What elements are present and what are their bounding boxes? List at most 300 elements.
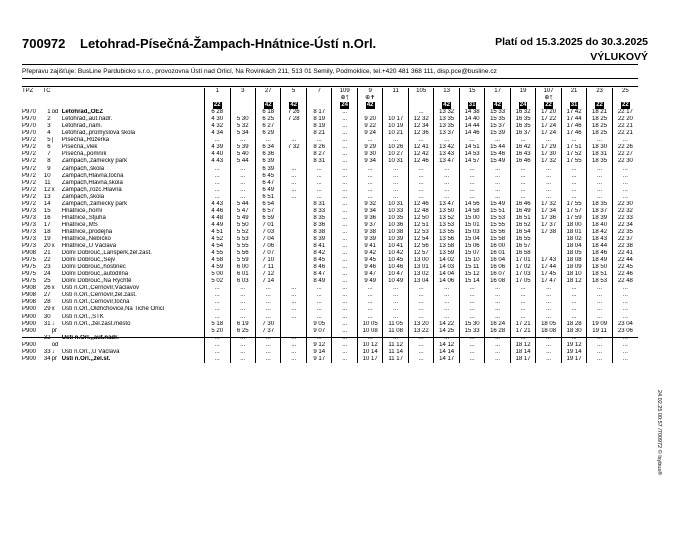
stop-tpz: P908	[22, 285, 37, 292]
departure-time: ...	[205, 356, 230, 363]
departure-time: ...	[510, 292, 535, 299]
departure-time: 4 39	[205, 144, 230, 151]
stop-row	[22, 285, 638, 292]
stop-number: 28	[43, 299, 51, 306]
departure-time: 4 43	[205, 158, 230, 165]
departure-time: 5 52	[230, 229, 255, 236]
vehicle-badge: 31	[468, 102, 476, 109]
departure-time: 18 10	[561, 271, 586, 278]
trip-badge-cell	[536, 102, 561, 109]
trip-number: 15	[459, 88, 484, 95]
stop-row	[22, 109, 638, 116]
trip-number: 27	[256, 88, 281, 95]
departure-time	[281, 201, 306, 208]
departure-time: 10 47	[383, 271, 408, 278]
departure-time: 10 26	[383, 144, 408, 151]
trip-badge-cell	[459, 102, 484, 109]
departure-time: 22 26	[612, 144, 638, 151]
trip-number: 13	[434, 88, 459, 95]
departure-time: ...	[536, 335, 561, 342]
stop-number: 7	[47, 151, 51, 158]
departure-time: ...	[281, 299, 306, 306]
departure-time: ...	[587, 349, 612, 356]
departure-time: ...	[434, 299, 459, 306]
departure-time: ...	[306, 335, 331, 342]
departure-time: ...	[408, 173, 433, 180]
departure-time: ...	[510, 194, 535, 201]
departure-time: 9 37	[357, 222, 382, 229]
departure-time: 14 38	[459, 109, 484, 116]
departure-time: 7 03	[256, 229, 281, 236]
stop-number: 12	[43, 186, 51, 193]
vehicle-badge: 22	[213, 102, 221, 109]
stop-note	[52, 278, 62, 285]
departure-time: 5 56	[230, 250, 255, 257]
stop-name: Ústí n.Orl.,Černovír,žel.zast.	[61, 292, 137, 299]
departure-time: 16 51	[510, 215, 535, 222]
departure-time: 6 01	[230, 271, 255, 278]
stop-note	[52, 194, 62, 201]
blank-cell	[52, 102, 62, 109]
departure-time: 6 25	[230, 328, 255, 335]
blank-cell	[52, 95, 62, 102]
vehicle-badge: 42	[264, 102, 272, 109]
stop-tpz: P975	[22, 271, 37, 278]
stop-number	[42, 342, 51, 349]
departure-time: 15 33	[485, 109, 510, 116]
departure-time: 14 12	[434, 342, 459, 349]
departure-time: 8 27	[306, 151, 331, 158]
departure-time: ...	[561, 194, 586, 201]
departure-time: ...	[612, 166, 638, 173]
departure-time: ...	[587, 356, 612, 363]
departure-time: 10 12	[357, 342, 382, 349]
departure-time: ...	[536, 306, 561, 313]
departure-time: ...	[230, 314, 255, 321]
vehicle-badge: 24	[519, 102, 527, 109]
departure-time: ...	[332, 314, 357, 321]
stop-number: 10	[43, 172, 51, 179]
trip-mark	[612, 95, 638, 102]
departure-time: 15 58	[485, 236, 510, 243]
stop-name: Hnátnice,,horní	[61, 207, 103, 214]
departure-time: ...	[332, 166, 357, 173]
departure-time: ...	[561, 180, 586, 187]
departure-time: ...	[510, 173, 535, 180]
stop-name: Ústí n.Orl.,,žel.zast.město	[61, 320, 131, 327]
departure-time: 14 56	[459, 201, 484, 208]
departure-time: 5 44	[230, 158, 255, 165]
stop-name: Ústí n.Orl.,,aut.nádr.	[61, 334, 119, 341]
departure-time: 13 47	[434, 158, 459, 165]
departure-time: ...	[332, 201, 357, 208]
departure-time: 5 00	[205, 271, 230, 278]
stop-note	[52, 166, 62, 173]
departure-time: 7 12	[256, 271, 281, 278]
vehicle-badge: 22	[545, 102, 552, 109]
stop-row	[22, 229, 638, 236]
departure-time: 17 55	[561, 158, 586, 165]
stop-note	[52, 151, 62, 158]
departure-time: 17 46	[561, 130, 586, 137]
departure-time: 14 58	[459, 208, 484, 215]
stop-note	[52, 130, 62, 137]
stop-name: Dolní Dobrouč,,hostinec	[61, 264, 126, 271]
stop-number: 24	[43, 271, 51, 278]
departure-time: 19 12	[561, 342, 586, 349]
blank-cell	[42, 95, 51, 102]
departure-time: 22 38	[612, 243, 638, 250]
departure-time: ...	[383, 306, 408, 313]
stop-tpz: P972	[22, 172, 37, 179]
stop-tpz	[22, 335, 42, 342]
departure-time: 11 17	[383, 356, 408, 363]
departure-time: ...	[332, 215, 357, 222]
departure-time: ...	[281, 180, 306, 187]
departure-time: 18 37	[587, 208, 612, 215]
departure-time: ...	[281, 187, 306, 194]
departure-time: 17 37	[536, 222, 561, 229]
departure-time: ...	[230, 349, 255, 356]
stop-row	[22, 137, 638, 144]
departure-time: 16 37	[510, 130, 535, 137]
departure-time: 18 31	[587, 151, 612, 158]
departure-time: ...	[205, 314, 230, 321]
departure-time: ...	[587, 342, 612, 349]
departure-time: 12 34	[408, 123, 433, 130]
stop-row	[22, 306, 638, 313]
departure-time: 17 44	[536, 264, 561, 271]
departure-time: 18 49	[587, 257, 612, 264]
vehicle-badge: 22	[622, 102, 629, 109]
departure-time: 13 53	[434, 222, 459, 229]
departure-time: 14 17	[434, 356, 459, 363]
departure-time: 16 46	[510, 201, 535, 208]
stop-number: 2	[47, 116, 51, 123]
trip-badge-cell	[485, 102, 510, 109]
departure-time: 4 40	[205, 151, 230, 158]
stop-note: př	[51, 355, 57, 362]
departure-time: 5 47	[230, 208, 255, 215]
departure-time: 11 14	[383, 349, 408, 356]
departure-time: 16 57	[510, 243, 535, 250]
trip-badge-cell	[612, 102, 638, 109]
trip-number: 3	[230, 88, 255, 95]
departure-time: ...	[230, 137, 255, 144]
departure-time: 18 53	[587, 278, 612, 285]
departure-time: ...	[408, 335, 433, 342]
stop-note: x	[51, 243, 55, 250]
departure-time: ...	[485, 349, 510, 356]
trip-mark	[383, 95, 408, 102]
departure-time: ...	[434, 187, 459, 194]
departure-time: 15 49	[485, 201, 510, 208]
departure-time: 5 49	[230, 215, 255, 222]
departure-time: ...	[408, 166, 433, 173]
departure-time: ...	[536, 187, 561, 194]
departure-time: 5 30	[230, 116, 255, 123]
blank-cell	[62, 95, 205, 102]
stop-row	[22, 257, 638, 264]
stop-note: od	[51, 341, 59, 348]
departure-time: 14 51	[459, 144, 484, 151]
vehicle-badge: 22	[596, 102, 603, 109]
departure-time: 22 20	[612, 116, 638, 123]
stop-note	[52, 335, 62, 342]
departure-time: 16 52	[510, 222, 535, 229]
departure-time: ...	[485, 306, 510, 313]
departure-time: ...	[383, 187, 408, 194]
departure-time: ...	[357, 299, 382, 306]
departure-time: ...	[612, 180, 638, 187]
stop-tpz: P908	[22, 250, 37, 257]
stop-number: 17	[43, 221, 51, 228]
trip-number: 17	[485, 88, 510, 95]
stop-note	[52, 250, 62, 257]
departure-time: 22 30	[612, 158, 638, 165]
departure-time: 17 36	[536, 215, 561, 222]
departure-time: 8 38	[306, 229, 331, 236]
departure-time: ...	[306, 187, 331, 194]
departure-time: 18 25	[587, 116, 612, 123]
trip-number: 105	[408, 88, 433, 95]
departure-time: 15 44	[485, 144, 510, 151]
departure-time: ...	[459, 194, 484, 201]
stop-note	[52, 158, 62, 165]
stop-name: Dolní Dobrouč,,Sejv	[61, 257, 116, 264]
departure-time: 18 14	[510, 349, 535, 356]
trip-number: 25	[612, 88, 638, 95]
departure-time: 9 24	[357, 130, 382, 137]
departure-time: 6 34	[256, 144, 281, 151]
departure-time: ...	[332, 356, 357, 363]
carrier-label: Přepravu zajišťuje	[22, 68, 75, 75]
departure-time: 15 51	[485, 208, 510, 215]
departure-time: 8 31	[306, 158, 331, 165]
departure-time: ...	[612, 349, 638, 356]
departure-time: 17 32	[536, 158, 561, 165]
departure-time: 6 28	[205, 109, 230, 116]
departure-time: ...	[587, 314, 612, 321]
departure-time: 16 35	[510, 123, 535, 130]
stop-tpz: P975	[22, 278, 37, 285]
departure-time: 18 09	[561, 264, 586, 271]
departure-time: 5 18	[205, 321, 230, 328]
departure-time	[281, 215, 306, 222]
stop-name: Žampach,,zámecký park	[61, 158, 128, 165]
departure-time: 13 32	[434, 109, 459, 116]
departure-time: ...	[587, 292, 612, 299]
departure-time: 4 52	[205, 236, 230, 243]
stop-row	[22, 314, 638, 321]
stop-number: 27	[43, 292, 51, 299]
stop-row	[22, 292, 638, 299]
stop-note	[52, 257, 62, 264]
departure-time: ...	[408, 306, 433, 313]
departure-time: ...	[587, 194, 612, 201]
departure-time: 22 30	[612, 201, 638, 208]
departure-time: 17 22	[536, 116, 561, 123]
stop-name: Žampach,,rozc.Hlavná	[61, 186, 122, 193]
departure-time: 6 27	[256, 123, 281, 130]
departure-time: 15 12	[459, 271, 484, 278]
departure-time: 7 01	[256, 222, 281, 229]
departure-time: ...	[561, 137, 586, 144]
departure-time: 7 10	[256, 257, 281, 264]
trip-mark	[485, 95, 510, 102]
departure-time	[281, 271, 306, 278]
stop-number: 23	[43, 264, 51, 271]
departure-time: 16 28	[485, 328, 510, 335]
departure-time: ...	[357, 306, 382, 313]
stop-name: Ústí n.Orl.,Oldřichovice,Na Tiché Orlici	[61, 306, 165, 313]
departure-time	[281, 278, 306, 285]
departure-time: 13 20	[408, 321, 433, 328]
departure-time: 9 34	[357, 158, 382, 165]
trip-number: 9	[357, 88, 382, 95]
departure-time: ...	[281, 349, 306, 356]
trip-mark: ⊕†	[536, 95, 561, 102]
stop-tpz: P900	[22, 341, 37, 348]
departure-time: 8 26	[306, 144, 331, 151]
vehicle-badge: 24	[341, 102, 349, 109]
departure-time: ...	[485, 137, 510, 144]
stop-name: Žampach,,škola	[61, 165, 105, 172]
departure-time: ...	[332, 328, 357, 335]
trip-number: 1	[205, 88, 230, 95]
stop-row	[22, 144, 638, 151]
stop-tpz: P972	[22, 193, 37, 200]
departure-time: 7 26	[281, 109, 306, 116]
departure-time: ...	[510, 187, 535, 194]
departure-time: ...	[332, 130, 357, 137]
departure-time: ...	[205, 137, 230, 144]
departure-time: 17 47	[536, 278, 561, 285]
departure-time: ...	[459, 342, 484, 349]
departure-time: ...	[459, 173, 484, 180]
departure-time: 16 46	[510, 158, 535, 165]
departure-time: ...	[485, 356, 510, 363]
departure-time: ...	[536, 349, 561, 356]
trip-mark	[306, 95, 331, 102]
departure-time: ...	[459, 335, 484, 342]
departure-time: 9 07	[306, 328, 331, 335]
departure-time: 15 04	[459, 236, 484, 243]
stop-name: Letohrad,,OEZ	[61, 109, 104, 116]
departure-time: 7 28	[281, 116, 306, 123]
departure-time: ...	[332, 173, 357, 180]
stop-number: 5	[47, 137, 51, 144]
departure-time: 18 30	[561, 328, 586, 335]
departure-time: 4 49	[205, 222, 230, 229]
carrier-text: : BusLine Pardubicko s.r.o., provozovna Ústí nad Orlicí, Na Rovinkách 211, 513 01 Semily, Podmoklice, tel.+420 481 368 111, disp.pce@busline.cz	[74, 68, 497, 75]
stop-name: Dolní Dobrouč,,Lanšperk,žel.zast.	[61, 250, 152, 257]
departure-time: 15 55	[485, 222, 510, 229]
departure-time: 7 11	[256, 264, 281, 271]
departure-time: 14 46	[459, 130, 484, 137]
stop-name: Hnátnice,,MŠ	[61, 221, 98, 228]
stop-name: Hnátnice,,Stjuha	[61, 214, 106, 221]
stop-name: Letohrad,,nám.	[61, 123, 103, 130]
departure-time: 16 43	[510, 151, 535, 158]
departure-time: ...	[612, 187, 638, 194]
line-number: 700972	[22, 36, 66, 51]
departure-time: ...	[332, 250, 357, 257]
departure-time: 17 52	[561, 151, 586, 158]
departure-time: 15 06	[459, 243, 484, 250]
departure-time: ...	[561, 285, 586, 292]
departure-time: 13 55	[434, 229, 459, 236]
departure-time: ...	[536, 137, 561, 144]
departure-time: ...	[536, 180, 561, 187]
stop-row	[22, 158, 638, 165]
departure-time: 18 35	[587, 158, 612, 165]
departure-time: 10 31	[383, 201, 408, 208]
departure-time: ...	[536, 314, 561, 321]
stop-number: 1	[47, 109, 51, 116]
departure-time: 15 46	[485, 151, 510, 158]
departure-time: 14 03	[434, 264, 459, 271]
departure-time: ...	[281, 137, 306, 144]
departure-time: ...	[332, 229, 357, 236]
vehicle-badge: 42	[366, 102, 374, 109]
departure-time: 12 51	[408, 222, 433, 229]
departure-time: ...	[561, 306, 586, 313]
stop-note: př	[51, 327, 57, 334]
departure-time: 10 27	[383, 151, 408, 158]
departure-time: ...	[612, 356, 638, 363]
departure-time: 8 45	[306, 257, 331, 264]
stop-tpz: P973	[22, 228, 37, 235]
departure-time: 18 30	[587, 144, 612, 151]
departure-time: 18 12	[561, 278, 586, 285]
stop-name: Hnátnice,,prodejna	[61, 228, 113, 235]
stop-note	[52, 180, 62, 187]
departure-time: 18 08	[536, 328, 561, 335]
departure-time: 13 56	[434, 236, 459, 243]
trip-badge-cell	[332, 102, 357, 109]
departure-time: 18 25	[587, 123, 612, 130]
departure-time: ...	[332, 342, 357, 349]
departure-time: ...	[306, 166, 331, 173]
departure-time: 8 19	[306, 116, 331, 123]
departure-time: ...	[434, 166, 459, 173]
stop-row	[22, 166, 638, 173]
stop-name: Ústí n.Orl.,Černovír,točna	[61, 299, 130, 306]
departure-time: ...	[306, 299, 331, 306]
departure-time: ...	[205, 335, 230, 342]
trip-mark	[587, 95, 612, 102]
stop-tpz: P900	[22, 355, 37, 362]
stop-name: Ústí n.Orl.,,žel.st.	[61, 355, 111, 362]
stop-note: |	[51, 137, 54, 144]
departure-time: ...	[434, 292, 459, 299]
departure-time: ...	[256, 299, 281, 306]
departure-time: 5 55	[230, 243, 255, 250]
departure-time: 15 01	[459, 222, 484, 229]
departure-time	[281, 158, 306, 165]
departure-time: ...	[459, 356, 484, 363]
stop-tpz: P973	[22, 207, 37, 214]
departure-time: ...	[205, 285, 230, 292]
departure-time: ...	[256, 349, 281, 356]
departure-time: ...	[205, 342, 230, 349]
departure-time: 14 14	[434, 349, 459, 356]
stop-name: Hnátnice,,Nebíčko	[61, 235, 111, 242]
departure-time: 18 51	[587, 271, 612, 278]
departure-time: 14 25	[434, 328, 459, 335]
departure-time: ...	[408, 137, 433, 144]
